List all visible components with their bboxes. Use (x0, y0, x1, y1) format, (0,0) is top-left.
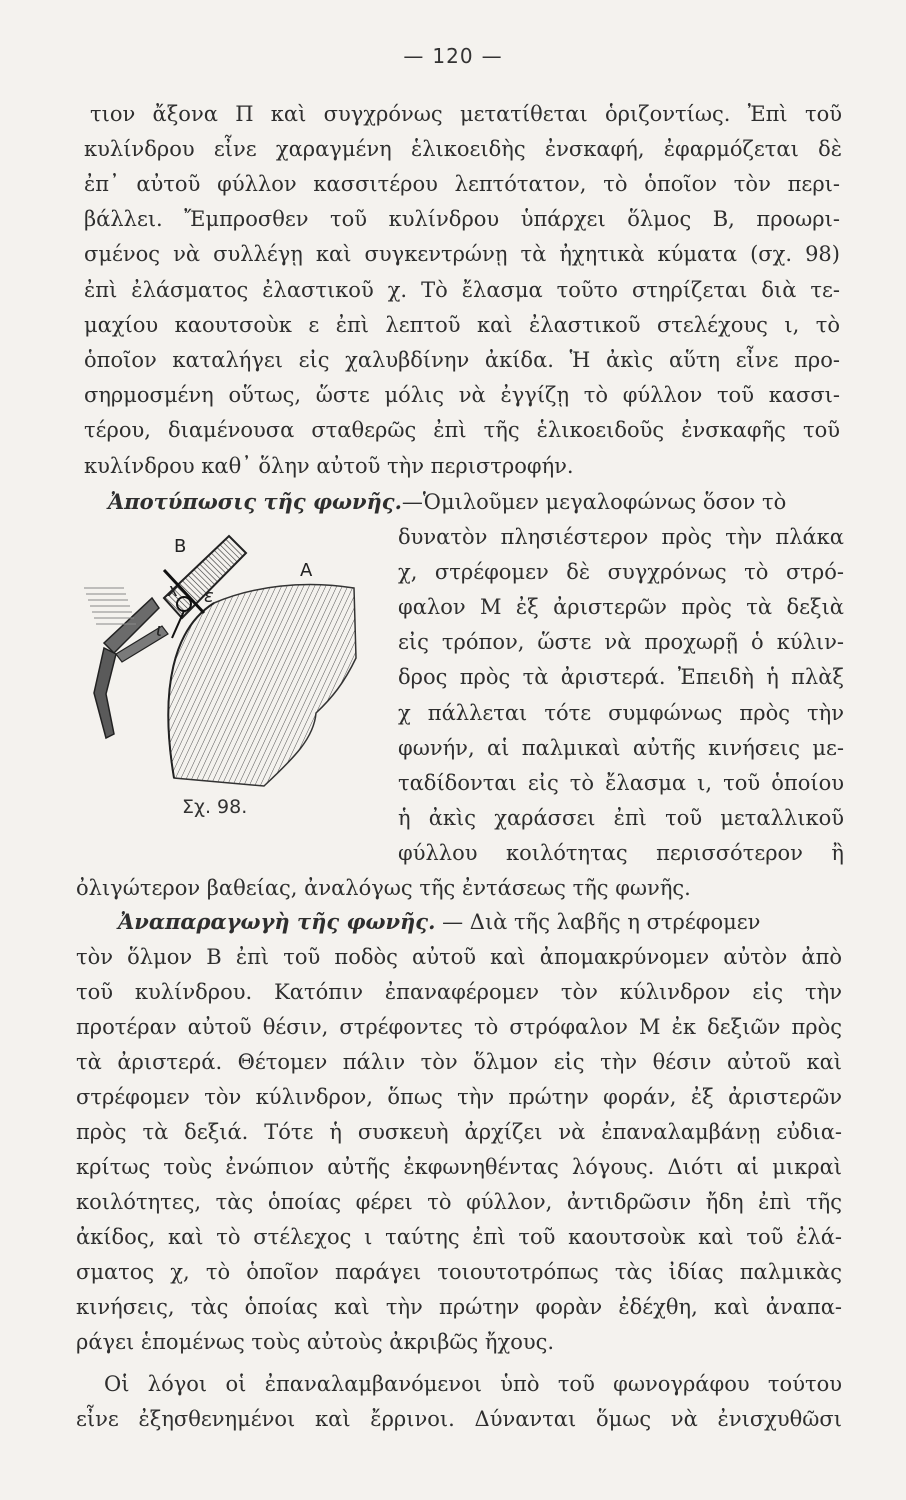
section-heading-recording: Ἀποτύπωσις τῆς φωνῆς. (108, 489, 402, 514)
text-line: εἰς τρόπον, ὥστε νὰ προχωρῇ ὁ κύλιν- (398, 630, 844, 654)
text-line: κοιλότητες, τὰς ὁποίας φέρει τὸ φύλλον, ἀντιδρῶσιν ἤδη ἐπὶ τῆς (76, 1190, 842, 1214)
page-number-dash-right: — (481, 44, 503, 68)
text-line: τὰ ἀριστερά. Θέτομεν πάλιν τὸν ὅλμον εἰς τὴν θέσιν αὐτοῦ καὶ (76, 1050, 842, 1074)
text-line: σηρμοσμένη οὕτως, ὥστε μόλις νὰ ἐγγίζῃ τὸ φύλλον τοῦ κασσι- (84, 383, 840, 407)
text-line: μαχίου καουτσοὺκ ε ἐπὶ λεπτοῦ καὶ ἐλαστικοῦ στελέχους ι, τὸ (84, 313, 840, 337)
text-line: στρέφομεν τὸν κύλινδρον, ὅπως τὴν πρώτην φοράν, ἐξ ἀριστερῶν (76, 1085, 842, 1109)
figure-label-x: x (168, 580, 179, 601)
text-line: κυλίνδρου καθ᾽ ὅλην αὐτοῦ τὴν περιστροφήν. (84, 454, 574, 478)
text-line: κινήσεις, τὰς ὁποίας καὶ τὴν πρώτην φορὰν ἐδέχθη, καὶ ἀναπα- (76, 1295, 842, 1319)
text-line: τιον ἄξονα Π καὶ συγχρόνως μετατίθεται ὁριζοντίως. Ἐπὶ τοῦ (90, 102, 842, 126)
text-line: βάλλει. Ἔμπροσθεν τοῦ κυλίνδρου ὑπάρχει ὅλμος Β, προωρι- (84, 207, 840, 231)
text-line: ὀλιγώτερον βαθείας, ἀναλόγως τῆς ἐντάσεως τῆς φωνῆς. (76, 876, 691, 900)
text-line: χ πάλλεται τότε συμφώνως πρὸς τὴν (398, 701, 844, 725)
text-line: τοῦ κυλίνδρου. Κατόπιν ἐπαναφέρομεν τὸν κύλινδρον εἰς τὴν (76, 980, 842, 1004)
text-line: τὸν ὅλμον Β ἐπὶ τοῦ ποδὸς αὐτοῦ καὶ ἀπομακρύνομεν αὐτὸν ἀπὸ (76, 945, 842, 969)
page-number-value: 120 (432, 44, 474, 68)
text-line: ράγει ἑπομένως τοὺς αὐτοὺς ἀκριβῶς ἤχους. (76, 1330, 555, 1354)
figure-caption: Σχ. 98. (182, 796, 248, 818)
text-line: ἐπὶ ἐλάσματος ἐλαστικοῦ χ. Τὸ ἔλασμα τοῦτο στηρίζεται διὰ τε- (84, 278, 840, 302)
section-heading-line (118, 908, 760, 936)
page-number-dash-left: — (403, 44, 425, 68)
figure-label-a: Α (300, 560, 313, 581)
phonograph-recording-illustration (64, 508, 374, 808)
text-line: ὁποῖον καταλήγει εἰς χαλυβδίνην ἀκίδα. Ἡ ἀκὶς αὕτη εἶνε προ- (84, 348, 840, 372)
text-line: ἐπ᾽ αὐτοῦ φύλλον κασσιτέρου λεπτότατον, τὸ ὁποῖον τὸν περι- (84, 172, 840, 196)
text-line: εἶνε ἐξησθενημένοι καὶ ἔρρινοι. Δύνανται ὅμως νὰ ἐνισχυθῶσι (76, 1407, 842, 1431)
text-line: σμένος νὰ συλλέγῃ καὶ συγκεντρώνῃ τὰ ἠχητικὰ κύματα (σχ. 98) (84, 242, 840, 266)
text-line: σματος χ, τὸ ὁποῖον παράγει τοιουτοτρόπως τὰς ἰδίας παλμικὰς (76, 1260, 842, 1284)
figure-label-e: ε (204, 586, 214, 607)
text-line: δρος πρὸς τὰ ἀριστερά. Ἐπειδὴ ἡ πλὰξ (398, 665, 844, 689)
text-line: ἡ ἀκὶς χαράσσει ἐπὶ τοῦ μεταλλικοῦ (398, 806, 844, 830)
figure-label-b: Β (174, 536, 187, 557)
text-line: φωνήν, αἱ παλμικαὶ αὐτῆς κινήσεις με- (398, 736, 844, 760)
text-line: Οἱ λόγοι οἱ ἐπαναλαμβανόμενοι ὑπὸ τοῦ φωνογράφου τούτου (104, 1372, 842, 1396)
text-line: φαλον Μ ἐξ ἀριστερῶν πρὸς τὰ δεξιὰ (398, 595, 844, 619)
page-number (0, 44, 906, 68)
text-line: προτέραν αὐτοῦ θέσιν, στρέφοντες τὸ στρόφαλον Μ ἐκ δεξιῶν πρὸς (76, 1015, 842, 1039)
heading-continuation: —Ὁμιλοῦμεν μεγαλοφώνως ὅσον τὸ (401, 490, 787, 514)
section-heading-reproduction: Ἀναπαραγωγὴ τῆς φωνῆς. (118, 909, 436, 934)
text-line: κρίτως τοὺς ἐνώπιον αὐτῆς ἐκφωνηθέντας λόγους. Διότι αἱ μικραὶ (76, 1155, 842, 1179)
text-line: τέρου, διαμένουσα σταθερῶς ἐπὶ τῆς ἑλικοειδοῦς ἐνσκαφῆς τοῦ (84, 418, 840, 442)
text-line: ἀκίδος, καὶ τὸ στέλεχος ι ταύτης ἐπὶ τοῦ καουτσοὺκ καὶ τοῦ ἐλά- (76, 1225, 842, 1249)
heading-continuation: — Διὰ τῆς λαβῆς η στρέφομεν (435, 910, 761, 934)
text-line: χ, στρέφομεν δὲ συγχρόνως τὸ στρό- (398, 560, 844, 584)
figure-98-phonograph-diagram (64, 508, 374, 808)
figure-label-i: ι (156, 620, 163, 641)
text-line: πρὸς τὰ δεξιά. Τότε ἡ συσκευὴ ἀρχίζει νὰ ἐπαναλαμβάνῃ εὐδια- (76, 1120, 842, 1144)
text-line: ταδίδονται εἰς τὸ ἔλασμα ι, τοῦ ὁποίου (398, 771, 844, 795)
text-line: φύλλου κοιλότητας περισσότερον ἢ (398, 841, 844, 865)
text-line: κυλίνδρου εἶνε χαραγμένη ἑλικοειδὴς ἐνσκαφή, ἐφαρμόζεται δὲ (84, 137, 842, 161)
text-line: δυνατὸν πλησιέστερον πρὸς τὴν πλάκα (398, 525, 844, 549)
